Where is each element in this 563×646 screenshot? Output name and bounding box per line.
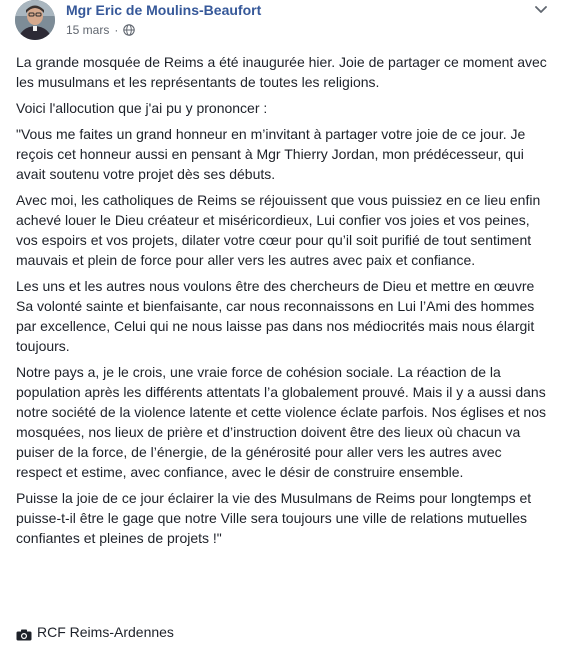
meta-separator: · <box>114 23 119 37</box>
photo-credit <box>16 622 174 642</box>
post-paragraph: Puisse la joie de ce jour éclairer la vie des Musulmans de Reims pour longtemps et puisse-t-il être le gage que notre Ville sera toujours une ville de relations mutuelles confiantes et pleines de projets !" <box>16 490 532 546</box>
post-paragraph: Les uns et les autres nous voulons être des chercheurs de Dieu et mettre en œuvre Sa volonté sainte et bienfaisante, car nous reconnaissons en Lui l’Ami des hommes par excellence, Celui qui ne nous laisse pas dans nos médiocrités mais nous élargit toujours. <box>16 278 535 354</box>
avatar-photo <box>15 0 55 40</box>
post-paragraph: Avec moi, les catholiques de Reims se réjouissent que vous puissiez en ce lieu enfin achevé louer le Dieu créateur et miséricordieux, Lui confier vos joies et vos peines, vos espoirs et vos projets, dilater votre cœur pour qu’il soit purifié de tout sentiment mauvais et plein de force pour aller vers les autres avec paix et confiance. <box>16 192 541 268</box>
post-paragraph: "Vous me faites un grand honneur en m’invitant à partager votre joie de ce jour. Je reçois cet honneur aussi en pensant à Mgr Thierry Jordan, mon prédécesseur, qui avait soutenu votre projet dès ses débuts. <box>16 126 526 182</box>
post-options-button[interactable] <box>529 0 553 20</box>
chevron-down-icon <box>535 1 547 19</box>
avatar[interactable] <box>15 0 55 40</box>
post-paragraph: La grande mosquée de Reims a été inaugurée hier. Joie de partager ce moment avec les musulmans et les représentants de toutes les religions. <box>16 54 547 90</box>
post-paragraph: Notre pays a, je le crois, une vraie force de cohésion sociale. La réaction de la population après les différents attentats l’a globalement prouvé. Mais il y a aussi dans notre société de la violence latente et cette violence éclate parfois. Nos églises et nos mosquées, nos lieux de prière et d’instruction doivent être des lieux où chacun va puiser de la force, de l’énergie, de la générosité pour aller vers les autres avec respect et estime, avec confiance, avec le désir de construire ensemble. <box>16 364 546 480</box>
camera-icon <box>16 626 32 638</box>
post-date[interactable]: 15 mars <box>66 23 110 37</box>
photo-credit-text: RCF Reims-Ardennes <box>37 624 174 640</box>
post-text <box>16 52 550 554</box>
globe-icon[interactable] <box>123 24 135 36</box>
post-paragraph: Voici l'allocution que j'ai pu y prononcer : <box>16 100 268 116</box>
post-meta <box>66 23 135 37</box>
post-author-name[interactable]: Mgr Eric de Moulins-Beaufort <box>66 2 262 18</box>
